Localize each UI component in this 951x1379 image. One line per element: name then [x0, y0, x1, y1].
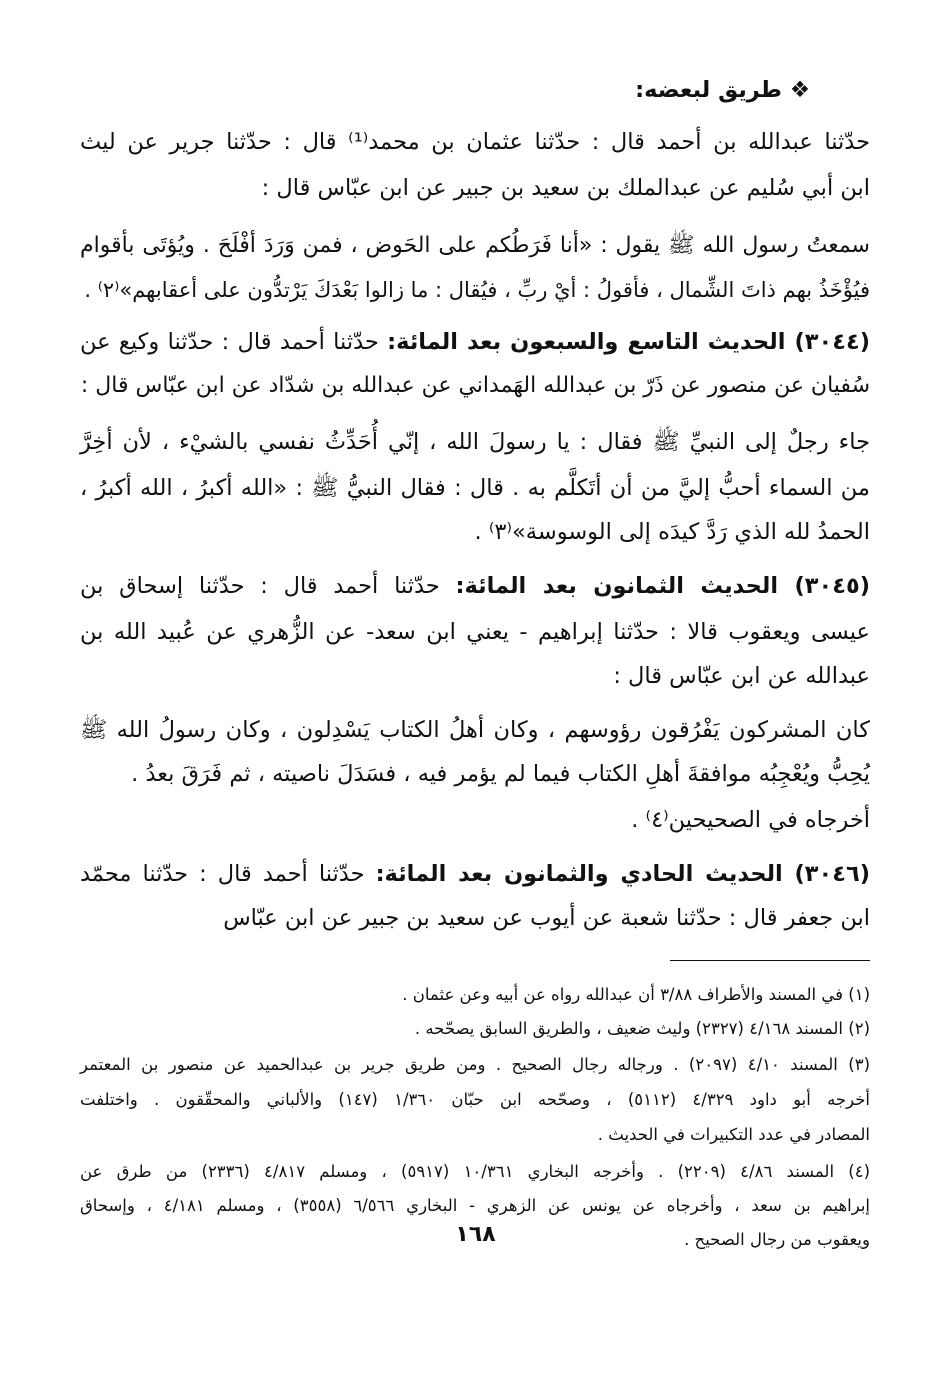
text-fragment: حدّثنا أحمد قال : حدّثنا إسحاق بن — [80, 573, 440, 599]
footnote-continuation: المصادر في عدد التكبيرات في الحديث . — [597, 1125, 870, 1144]
text-line: عيسى ويعقوب قالا : حدّثنا إبراهيم - يعني ابن سعد- عن الزُّهري عن عُبيد الله بن — [80, 619, 870, 645]
text-line: ابن أبي سُليم عن عبدالملك بن سعيد بن جبير عن ابن عبّاس قال : — [261, 175, 870, 201]
footnote: (٣) المسند ٤/١٠ (٢٠٩٧) . ورجاله رجال الصحيح . ومن طريق جرير بن عبدالحميد عن منصور بن المعتمر — [80, 1055, 870, 1074]
footnote-continuation: ويعقوب من رجال الصحيح . — [684, 1230, 870, 1249]
hadith-heading-line — [80, 572, 870, 600]
hadith-heading-line — [80, 328, 870, 356]
text-line: حدّثنا عبدالله بن أحمد قال : حدّثنا عثمان بن محمد⁽¹⁾ قال : حدّثنا جرير عن ليث — [80, 129, 870, 155]
footnote: (١) في المسند والأطراف ٣/٨٨ أن عبدالله رواه عن أبيه وعن عثمان . — [402, 985, 870, 1004]
page-number: ١٦٨ — [455, 1222, 496, 1247]
footnote: (٢) المسند ٤/١٦٨ (٢٣٢٧) وليث ضعيف ، والطريق السابق يصحّحه . — [414, 1019, 870, 1038]
text-line: فيُؤْخَذُ بهم ذاتَ الشِّمال ، فأقولُ : أيْ ربِّ ، فيُقال : ما زالوا بَعْدَكَ يَرْتدُّون على أعقابهم»⁽٢⁾ . — [84, 278, 870, 302]
footnote-continuation: إبراهيم بن سعد ، وأخرجاه عن يونس عن الزهري - البخاري ٦/٥٦٦ (٣٥٥٨) ، ومسلم ٤/١٨١ ، وإسحاق — [80, 1196, 871, 1215]
text-line: من السماء أحبُّ إليَّ من أن أتَكلَّم به . قال : فقال النبيُّ ﷺ : «الله أكبرُ ، الله أكبرُ ، — [80, 475, 870, 501]
text-line: سُفيان عن منصور عن ذَرّ بن عبدالله الهَمداني عن عبدالله بن شدّاد عن ابن عبّاس قال : — [80, 373, 870, 398]
text-line: سمعتُ رسول الله ﷺ يقول : «أنا فَرَطُكم على الحَوض ، فمن وَرَدَ أفْلَحَ . ويُؤتَى بأقوام — [80, 233, 870, 258]
text-line: أخرجاه في الصحيحين⁽٤⁾ . — [631, 807, 870, 833]
text-line: كان المشركون يَفْرُقون رؤوسهم ، وكان أهلُ الكتاب يَسْدِلون ، وكان رسولُ الله ﷺ — [80, 717, 870, 743]
footnote-continuation: أخرجه أبو داود ٤/٣٢٩ (٥١١٢) ، وصحّحه ابن حبّان ١/٣٦٠ (١٤٧) والألباني والمحقّقون . واختلفت — [80, 1090, 871, 1109]
book-page — [80, 70, 870, 1320]
text-line: الحمدُ لله الذي رَدَّ كيدَه إلى الوسوسة»⁽٣⁾ . — [474, 519, 870, 545]
footnote-separator — [670, 960, 870, 961]
hadith-heading-line — [80, 860, 870, 888]
text-fragment: حدّثنا أحمد قال : حدّثنا محمّد — [80, 861, 365, 887]
hadith-label: (٣٠٤٦) الحديث الحادي والثمانون بعد المائة: — [375, 861, 870, 887]
hadith-label: (٣٠٤٤) الحديث التاسع والسبعون بعد المائة: — [387, 329, 870, 355]
section-heading: ❖ طريق لبعضه: — [635, 77, 810, 103]
text-line: يُحِبُّ ويُعْجِبُه موافقةَ أهلِ الكتاب فيما لم يؤمر فيه ، فسَدَلَ ناصيته ، ثم فَرَقَ بعدُ . — [131, 761, 870, 787]
text-line: ابن جعفر قال : حدّثنا شعبة عن أيوب عن سعيد بن جبير عن ابن عبّاس — [223, 905, 870, 931]
text-line: عبدالله عن ابن عبّاس قال : — [613, 663, 870, 689]
footnote: (٤) المسند ٤/٨٦ (٢٢٠٩) . وأخرجه البخاري ١٠/٣٦١ (٥٩١٧) ، ومسلم ٤/٨١٧ (٢٣٣٦) من طرق عن — [80, 1162, 871, 1181]
hadith-label: (٣٠٤٥) الحديث الثمانون بعد المائة: — [455, 573, 871, 599]
text-fragment: حدّثنا أحمد قال : حدّثنا وكيع عن — [80, 329, 379, 355]
text-line: جاء رجلٌ إلى النبيِّ ﷺ فقال : يا رسولَ الله ، إنّي أُحَدِّثُ نفسي بالشيْء ، لأن أخِرَّ — [80, 429, 870, 455]
